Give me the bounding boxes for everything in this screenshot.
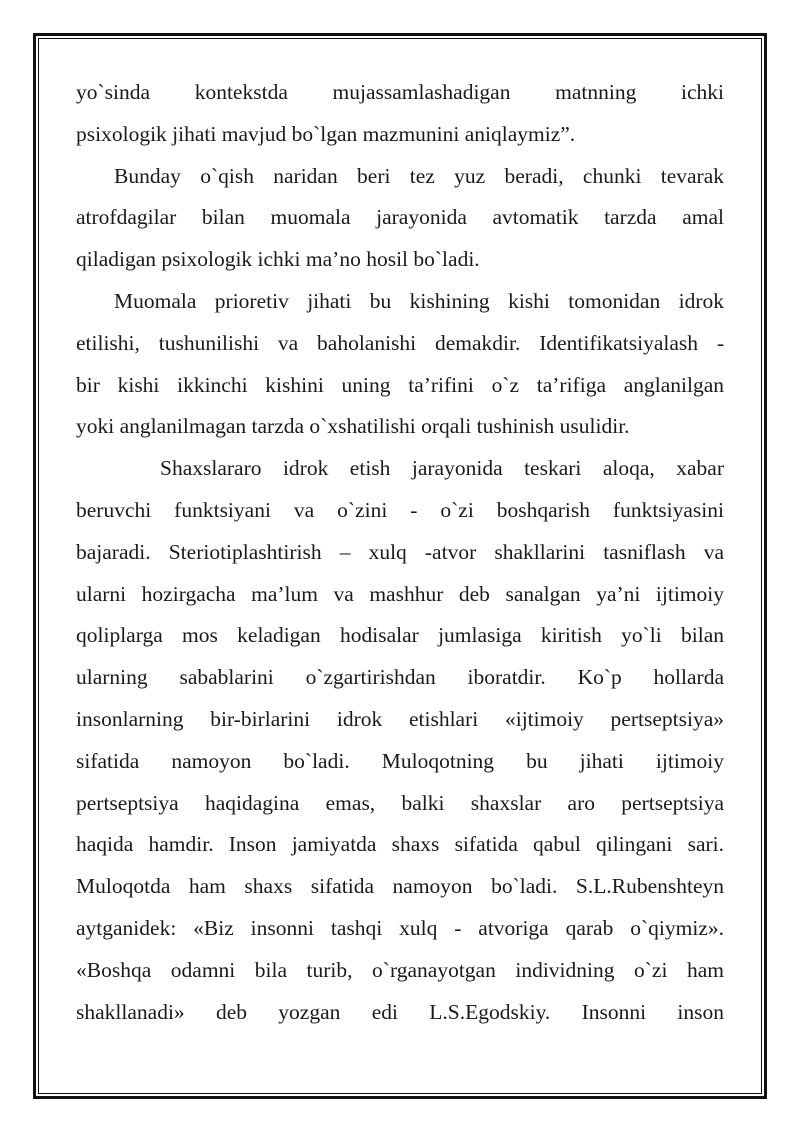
text-line: sifatida namoyon bo`ladi. Muloqotning bu jihati ijtimoiy bbox=[76, 748, 724, 773]
text-line: shakllanadi» deb yozgan edi L.S.Egodskiy. Insonni inson bbox=[76, 999, 724, 1024]
text-line: pertseptsiya haqidagina emas, balki shaxslar aro pertseptsiya bbox=[76, 790, 724, 815]
text-line: bir kishi ikkinchi kishini uning ta’rifini o`z ta’rifiga anglanilgan bbox=[76, 372, 724, 397]
text-line: aytganidek: «Biz insonni tashqi xulq - atvoriga qarab o`qiymiz». bbox=[76, 915, 724, 940]
text-line: atrofdagilar bilan muomala jarayonida avtomatik tarzda amal bbox=[76, 205, 724, 230]
text-line: ularning sabablarini o`zgartirishdan iboratdir. Ko`p hollarda bbox=[76, 665, 724, 690]
text-line: qiladigan psixologik ichki ma’no hosil bo`ladi. bbox=[76, 247, 480, 272]
text-line: haqida hamdir. Inson jamiyatda shaxs sifatida qabul qilingani sari. bbox=[76, 832, 724, 857]
text-line: insonlarning bir-birlarini idrok etishlari «ijtimoiy pertseptsiya» bbox=[76, 706, 724, 731]
document-body bbox=[76, 72, 724, 1033]
text-line: Muloqotda ham shaxs sifatida namoyon bo`ladi. S.L.Rubenshteyn bbox=[76, 874, 724, 899]
text-line: yo`sinda kontekstda mujassamlashadigan matnning ichki bbox=[76, 80, 724, 104]
text-line: Muomala prioretiv jihati bu kishining kishi tomonidan idrok bbox=[114, 288, 724, 313]
text-line: «Boshqa odamni bila turib, o`rganayotgan individning o`zi ham bbox=[76, 957, 724, 982]
text-line: Bunday o`qish naridan beri tez yuz beradi, chunki tevarak bbox=[114, 163, 724, 188]
text-line: bajaradi. Steriotiplashtirish – xulq -atvor shakllarini tasniflash va bbox=[76, 539, 724, 564]
text-line: yoki anglanilmagan tarzda o`xshatilishi orqali tushinish usulidir. bbox=[76, 414, 630, 439]
text-line: psixologik jihati mavjud bo`lgan mazmunini aniqlaymiz”. bbox=[76, 121, 576, 146]
text-line: ularni hozirgacha ma’lum va mashhur deb sanalgan ya’ni ijtimoiy bbox=[76, 581, 724, 606]
text-line: beruvchi funktsiyani va o`zini - o`zi boshqarish funktsiyasini bbox=[76, 497, 724, 522]
text-line: qoliplarga mos keladigan hodisalar jumlasiga kiritish yo`li bilan bbox=[76, 623, 724, 648]
text-line: Shaxslararo idrok etish jarayonida teskari aloqa, xabar bbox=[160, 456, 724, 481]
text-line: etilishi, tushunilishi va baholanishi demakdir. Identifikatsiyalash - bbox=[76, 330, 724, 355]
